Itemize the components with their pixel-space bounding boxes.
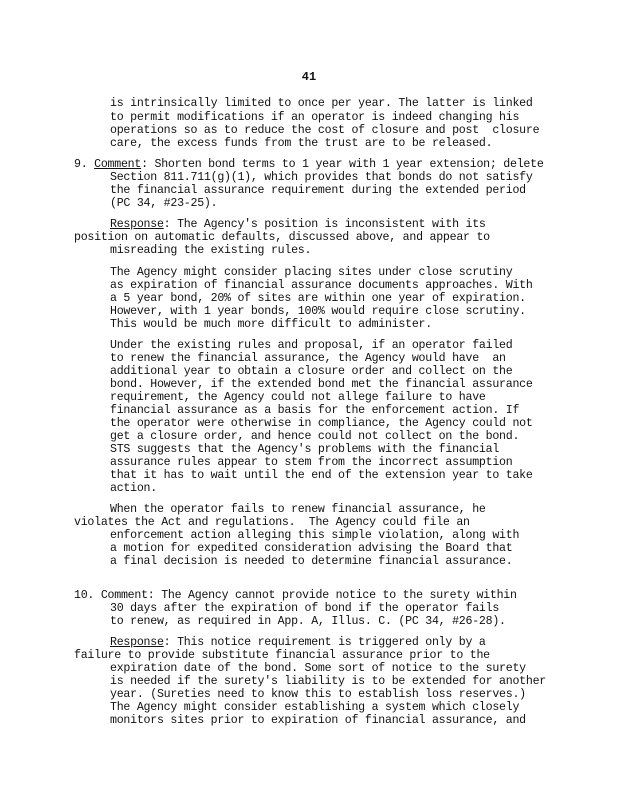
text-line: expiration date of the bond. Some sort of notice to the surety	[110, 662, 526, 675]
text-line: violates the Act and regulations. The Agency could file an	[74, 516, 470, 529]
comment-label: Comment	[100, 589, 148, 602]
text-line: This would be much more difficult to administer.	[110, 318, 432, 331]
comment-label: Comment	[94, 158, 142, 171]
text-line: the operator were otherwise in compliance, the Agency could not	[110, 417, 533, 430]
response-text: : This notice requirement is triggered only by a	[163, 636, 486, 649]
text-line: financial assurance as a basis for the enforcement action. If	[110, 404, 520, 417]
text-line: that it has to wait until the end of the extension year to take	[110, 469, 533, 482]
text-line: When the operator fails to renew financial assurance, he	[110, 503, 486, 516]
text-line: is intrinsically limited to once per year. The latter is linked	[110, 97, 533, 110]
text-line: get a closure order, and hence could not collect on the bond.	[110, 430, 520, 443]
response-label: Response	[110, 636, 164, 649]
response-9-line	[110, 218, 486, 231]
text-line: to renew, as required in App. A, Illus. C. (PC 34, #26-28).	[110, 615, 506, 628]
comment-number: 10.	[74, 589, 101, 602]
text-line: the financial assurance requirement during the extended period	[110, 184, 526, 197]
text-line: However, with 1 year bonds, 100% would require close scrutiny.	[110, 305, 526, 318]
text-line: care, the excess funds from the trust are to be released.	[110, 137, 493, 150]
text-line: a final decision is needed to determine financial assurance.	[110, 555, 513, 568]
text-line: monitors sites prior to expiration of financial assurance, and	[110, 714, 526, 727]
text-line: Section 811.711(g)(1), which provides that bonds do not satisfy	[110, 171, 533, 184]
text-line: 30 days after the expiration of bond if the operator fails	[110, 602, 500, 615]
text-line: as expiration of financial assurance documents approaches. With	[110, 279, 533, 292]
text-line: failure to provide substitute financial assurance prior to the	[74, 649, 490, 662]
text-line: requirement, the Agency could not allege failure to have	[110, 391, 486, 404]
text-line: year. (Sureties need to know this to establish loss reserves.)	[110, 688, 526, 701]
response-text: : The Agency's position is inconsistent with its	[163, 218, 486, 231]
text-line: to renew the financial assurance, the Agency would have an	[110, 352, 506, 365]
text-line: a motion for expedited consideration advising the Board that	[110, 542, 513, 555]
text-line: enforcement action alleging this simple violation, along with	[110, 529, 520, 542]
response-10-line	[110, 636, 486, 649]
text-line: STS suggests that the Agency's problems with the financial	[110, 443, 500, 456]
text-line: is needed if the surety's liability is to be extended for another	[110, 675, 546, 688]
comment-9-line	[74, 158, 544, 171]
text-line: (PC 34, #23-25).	[110, 197, 218, 210]
text-line: bond. However, if the extended bond met the financial assurance	[110, 378, 533, 391]
text-line: The Agency might consider placing sites under close scrutiny	[110, 266, 513, 279]
text-line: action.	[110, 482, 157, 495]
text-line: misreading the existing rules.	[110, 244, 312, 257]
response-label: Response	[110, 218, 164, 231]
text-line: to permit modifications if an operator is indeed changing his	[110, 111, 520, 124]
comment-text: : Shorten bond terms to 1 year with 1 year extension; delete	[141, 158, 544, 171]
comment-text: : The Agency cannot provide notice to the surety within	[147, 589, 517, 602]
page-number: 41	[301, 70, 317, 84]
text-line: additional year to obtain a closure order and collect on the	[110, 365, 513, 378]
text-line: a 5 year bond, 20% of sites are within one year of expiration.	[110, 292, 526, 305]
text-line: assurance rules appear to stem from the incorrect assumption	[110, 456, 513, 469]
text-line: operations so as to reduce the cost of closure and post closure	[110, 124, 540, 137]
text-line: The Agency might consider establishing a system which closely	[110, 701, 520, 714]
text-line: position on automatic defaults, discussed above, and appear to	[74, 231, 490, 244]
text-line: Under the existing rules and proposal, if an operator failed	[110, 339, 513, 352]
comment-number: 9.	[74, 158, 95, 171]
comment-10-line	[74, 589, 517, 602]
